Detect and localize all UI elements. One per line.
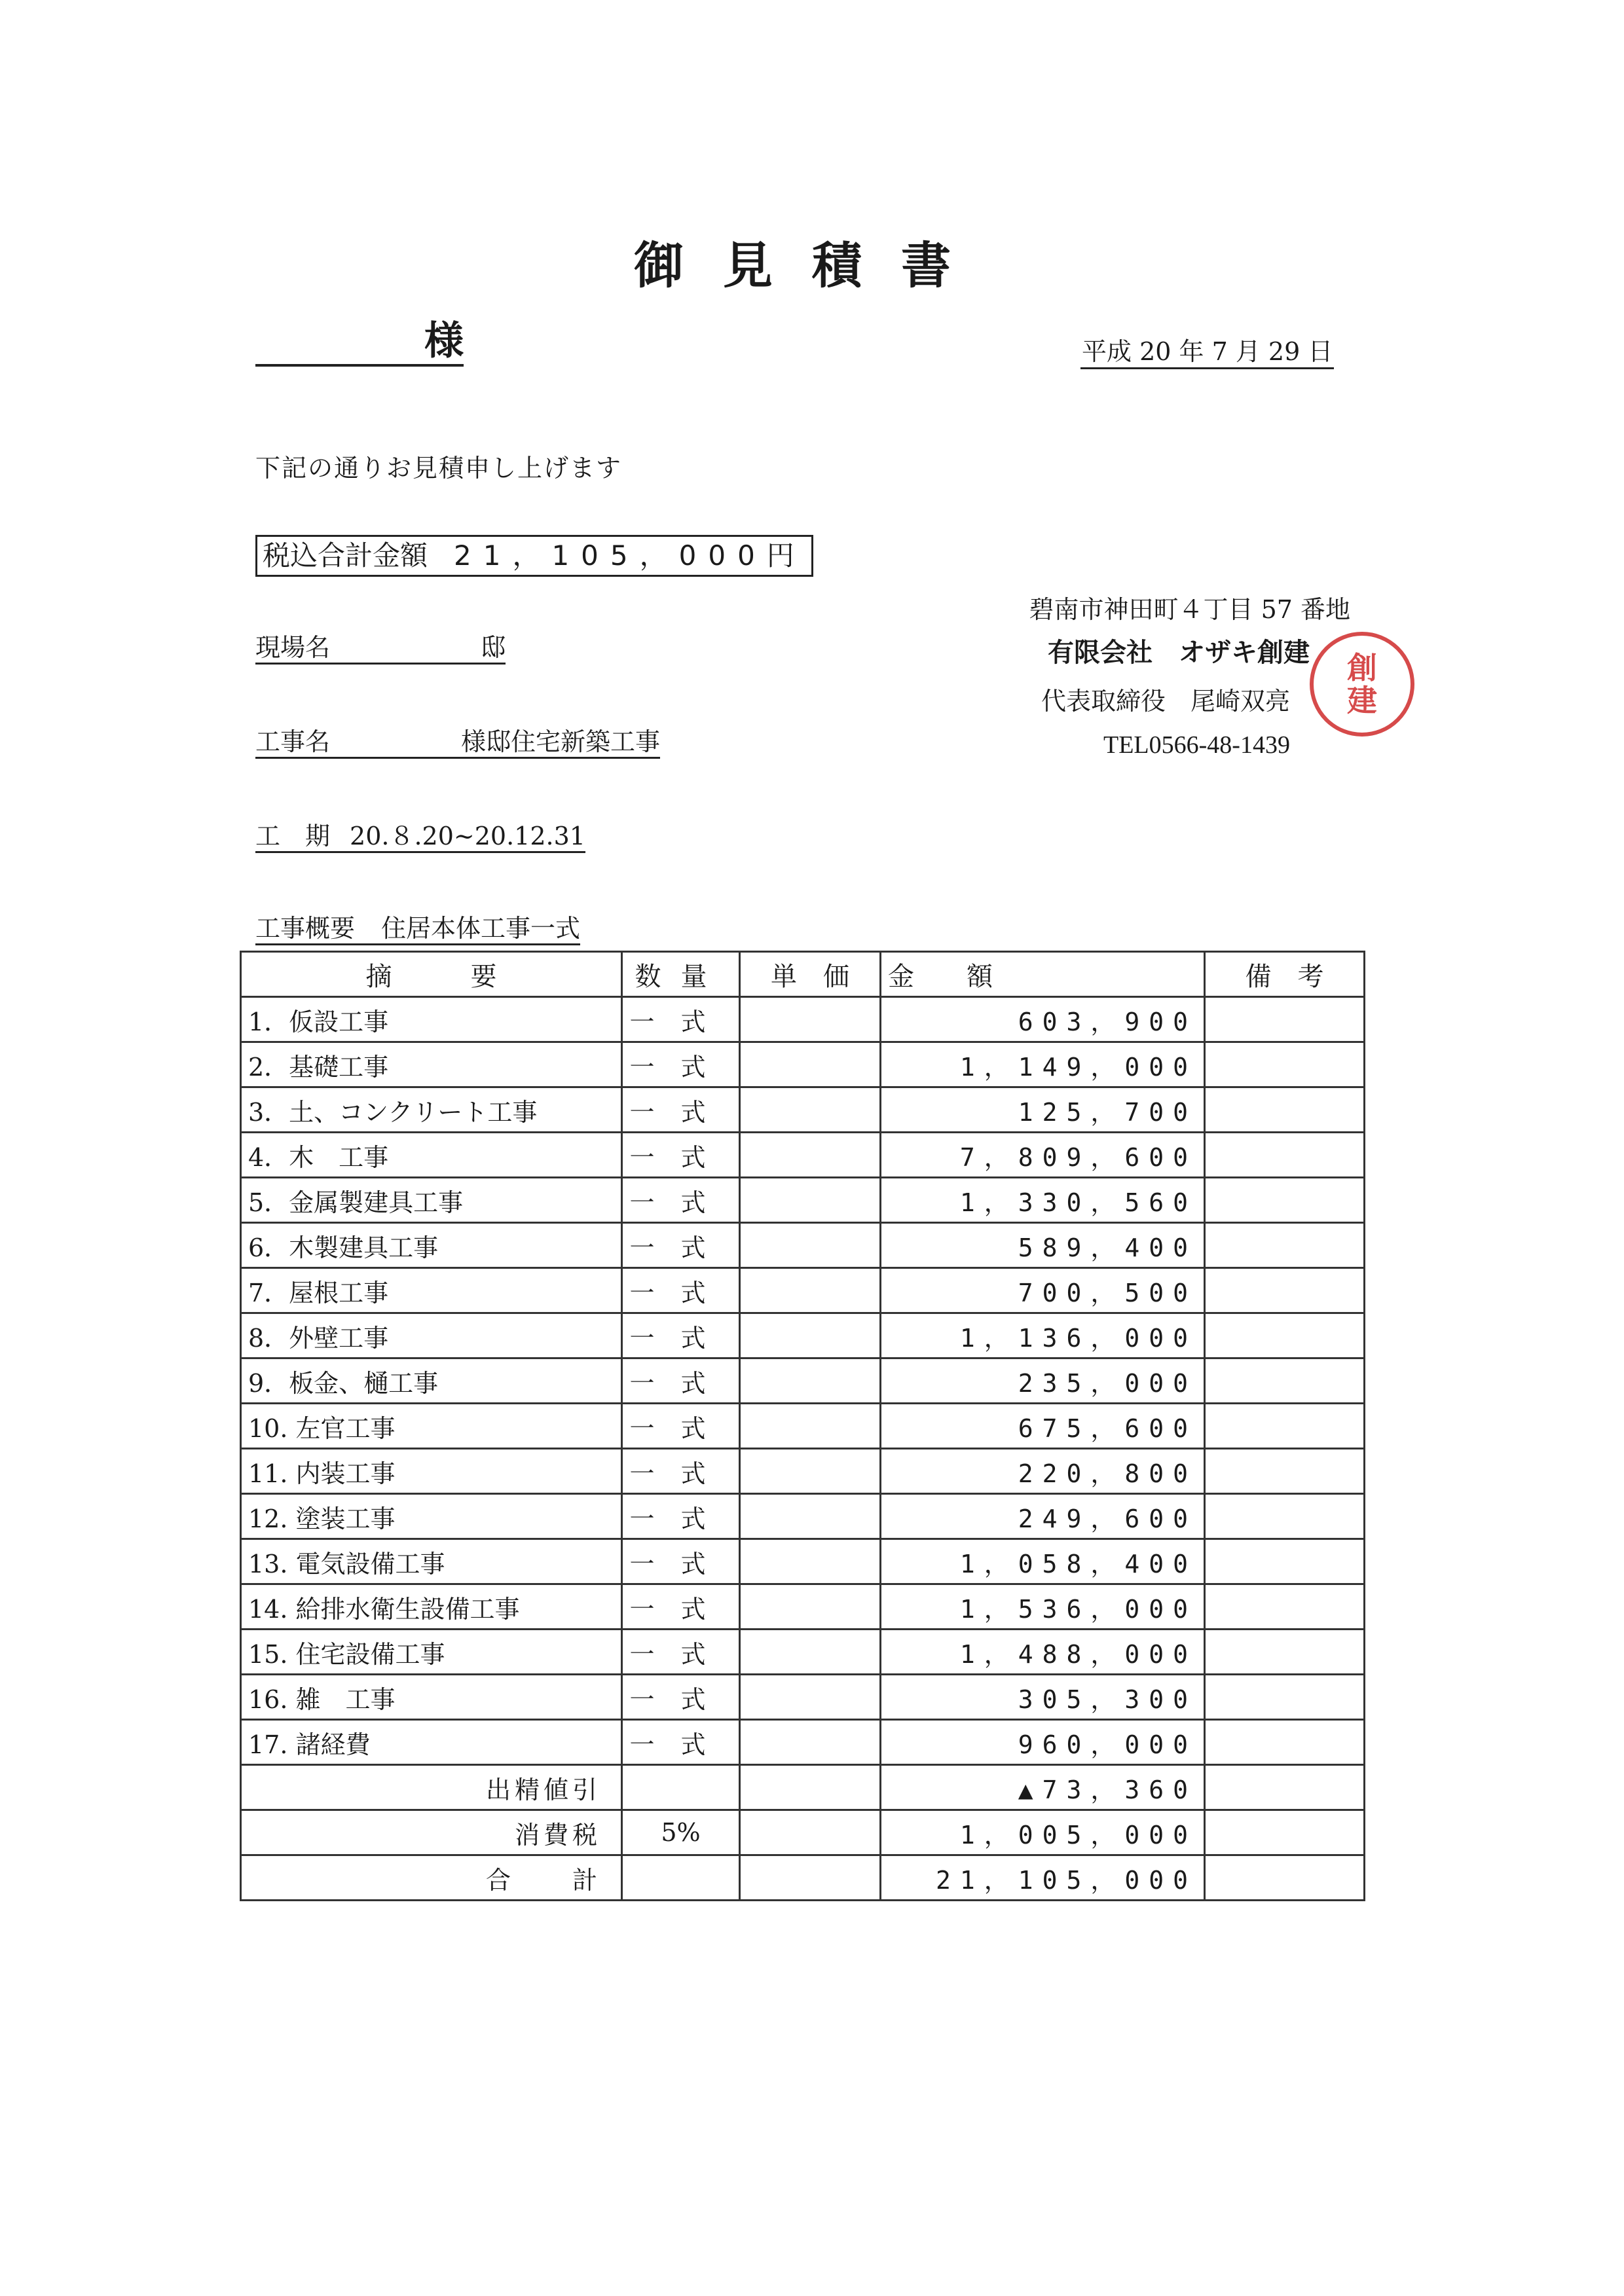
row-remarks	[1205, 1584, 1365, 1630]
row-amount: 1，536，000	[881, 1584, 1205, 1630]
site-name-field	[255, 632, 506, 665]
row-remarks	[1205, 1133, 1365, 1178]
row-unit-price	[740, 1449, 881, 1494]
row-unit-price	[740, 1133, 881, 1178]
row-amount: 960，000	[881, 1720, 1205, 1765]
table-row	[241, 1720, 1365, 1765]
header-desc: 摘 要	[241, 952, 622, 997]
table-row	[241, 1358, 1365, 1404]
summary-remarks	[1205, 1810, 1365, 1855]
table-row	[241, 1584, 1365, 1630]
company-seal-icon: 創 建	[1310, 632, 1414, 737]
row-amount: 7，809，600	[881, 1133, 1205, 1178]
row-amount: 1，136，000	[881, 1313, 1205, 1358]
row-amount: 235，000	[881, 1358, 1205, 1404]
header-unit-price: 単 価	[740, 952, 881, 997]
summary-remarks	[1205, 1855, 1365, 1901]
row-desc: 6．木製建具工事	[241, 1223, 622, 1268]
tax-row	[241, 1810, 1365, 1855]
work-overview-field	[255, 913, 580, 945]
table-row	[241, 1313, 1365, 1358]
row-qty: 一式	[622, 1584, 740, 1630]
table-row	[241, 1087, 1365, 1133]
row-amount: 603，900	[881, 997, 1205, 1042]
row-remarks	[1205, 1539, 1365, 1584]
work-overview-label: 工事概要	[255, 914, 356, 943]
table-row	[241, 1223, 1365, 1268]
work-name-value: 様邸住宅新築工事	[461, 727, 661, 756]
row-qty: 一式	[622, 1720, 740, 1765]
row-qty: 一式	[622, 1133, 740, 1178]
grand-total-row	[241, 1855, 1365, 1901]
recipient-line	[255, 318, 464, 367]
row-amount: 1，330，560	[881, 1178, 1205, 1223]
row-unit-price	[740, 997, 881, 1042]
work-period-field	[255, 821, 585, 853]
recipient-suffix: 様	[424, 318, 464, 364]
row-qty: 一式	[622, 1404, 740, 1449]
table-row	[241, 1133, 1365, 1178]
work-period-value: 20.８.20~20.12.31	[350, 822, 585, 850]
company-name: 有限会社 オザキ創建	[1048, 638, 1310, 668]
row-remarks	[1205, 997, 1365, 1042]
total-amount-value: 21，105，000円	[454, 539, 806, 572]
work-name-label: 工事名	[255, 727, 331, 756]
row-desc: 14. 給排水衛生設備工事	[241, 1584, 622, 1630]
row-unit-price	[740, 1494, 881, 1539]
row-remarks	[1205, 1630, 1365, 1675]
row-amount: 1，149，000	[881, 1042, 1205, 1087]
table-header-row	[241, 952, 1365, 997]
company-tel: TEL0566-48-1439	[1103, 731, 1290, 759]
row-unit-price	[740, 1313, 881, 1358]
total-amount-box	[255, 535, 813, 577]
row-unit-price	[740, 1539, 881, 1584]
row-remarks	[1205, 1494, 1365, 1539]
row-desc: 17. 諸経費	[241, 1720, 622, 1765]
row-amount: 589，400	[881, 1223, 1205, 1268]
row-remarks	[1205, 1223, 1365, 1268]
summary-remarks	[1205, 1765, 1365, 1810]
row-remarks	[1205, 1087, 1365, 1133]
row-qty: 一式	[622, 1268, 740, 1313]
row-remarks	[1205, 1313, 1365, 1358]
work-overview-value: 住居本体工事一式	[381, 914, 581, 943]
table-row	[241, 1178, 1365, 1223]
site-value: 邸	[481, 633, 506, 662]
table-row	[241, 1630, 1365, 1675]
header-amount: 金 額	[881, 952, 1205, 997]
row-qty: 一式	[622, 1494, 740, 1539]
row-qty: 一式	[622, 1358, 740, 1404]
row-unit-price	[740, 1720, 881, 1765]
row-desc: 1．仮設工事	[241, 997, 622, 1042]
row-remarks	[1205, 1675, 1365, 1720]
table-row	[241, 1539, 1365, 1584]
table-row	[241, 1404, 1365, 1449]
row-amount: 1，488，000	[881, 1630, 1205, 1675]
summary-amount: 1，005，000	[881, 1810, 1205, 1855]
table-row	[241, 1494, 1365, 1539]
row-desc: 2．基礎工事	[241, 1042, 622, 1087]
row-remarks	[1205, 1042, 1365, 1087]
table-row	[241, 1675, 1365, 1720]
row-amount: 220，800	[881, 1449, 1205, 1494]
work-period-label: 工 期	[255, 822, 331, 850]
row-desc: 5．金属製建具工事	[241, 1178, 622, 1223]
row-desc: 11. 内装工事	[241, 1449, 622, 1494]
row-desc: 7．屋根工事	[241, 1268, 622, 1313]
row-amount: 675，600	[881, 1404, 1205, 1449]
row-unit-price	[740, 1268, 881, 1313]
issue-date: 平成 20 年 7 月 29 日	[1080, 337, 1334, 369]
work-name-field	[255, 727, 660, 759]
row-qty: 一式	[622, 997, 740, 1042]
row-desc: 3．土、コンクリート工事	[241, 1087, 622, 1133]
header-remarks: 備 考	[1205, 952, 1365, 997]
table-row	[241, 997, 1365, 1042]
row-qty: 一式	[622, 1539, 740, 1584]
row-unit-price	[740, 1087, 881, 1133]
table-row	[241, 1268, 1365, 1313]
summary-unit-price	[740, 1810, 881, 1855]
row-desc: 16. 雑 工事	[241, 1675, 622, 1720]
total-amount-label: 税込合計金額	[263, 539, 428, 572]
summary-label: 合 計	[241, 1855, 622, 1901]
row-qty: 一式	[622, 1675, 740, 1720]
discount-row	[241, 1765, 1365, 1810]
intro-text: 下記の通りお見積申し上げます	[255, 454, 623, 483]
row-amount: 249，600	[881, 1494, 1205, 1539]
row-unit-price	[740, 1042, 881, 1087]
row-qty: 一式	[622, 1313, 740, 1358]
table-row	[241, 1449, 1365, 1494]
row-desc: 9．板金、樋工事	[241, 1358, 622, 1404]
row-unit-price	[740, 1178, 881, 1223]
row-desc: 15. 住宅設備工事	[241, 1630, 622, 1675]
document-title: 御見積書	[634, 236, 990, 295]
summary-qty	[622, 1855, 740, 1901]
summary-unit-price	[740, 1855, 881, 1901]
row-qty: 一式	[622, 1178, 740, 1223]
summary-amount: ▲73，360	[881, 1765, 1205, 1810]
row-qty: 一式	[622, 1630, 740, 1675]
row-amount: 305，300	[881, 1675, 1205, 1720]
row-unit-price	[740, 1223, 881, 1268]
row-qty: 一式	[622, 1042, 740, 1087]
estimate-table	[240, 951, 1365, 1901]
summary-label: 消費税	[241, 1810, 622, 1855]
row-desc: 13. 電気設備工事	[241, 1539, 622, 1584]
row-unit-price	[740, 1630, 881, 1675]
row-remarks	[1205, 1178, 1365, 1223]
row-remarks	[1205, 1449, 1365, 1494]
row-amount: 700，500	[881, 1268, 1205, 1313]
row-desc: 12. 塗装工事	[241, 1494, 622, 1539]
row-remarks	[1205, 1720, 1365, 1765]
summary-label: 出精値引	[241, 1765, 622, 1810]
site-label: 現場名	[255, 633, 331, 662]
row-unit-price	[740, 1584, 881, 1630]
summary-qty: 5%	[622, 1810, 740, 1855]
row-qty: 一式	[622, 1087, 740, 1133]
row-desc: 10. 左官工事	[241, 1404, 622, 1449]
row-amount: 125，700	[881, 1087, 1205, 1133]
company-representative: 代表取締役 尾崎双亮	[1041, 687, 1291, 716]
row-unit-price	[740, 1404, 881, 1449]
row-amount: 1，058，400	[881, 1539, 1205, 1584]
summary-unit-price	[740, 1765, 881, 1810]
row-qty: 一式	[622, 1223, 740, 1268]
row-qty: 一式	[622, 1449, 740, 1494]
summary-qty	[622, 1765, 740, 1810]
row-desc: 4．木 工事	[241, 1133, 622, 1178]
row-unit-price	[740, 1358, 881, 1404]
row-remarks	[1205, 1358, 1365, 1404]
company-address: 碧南市神田町４丁目 57 番地	[1029, 595, 1350, 624]
row-unit-price	[740, 1675, 881, 1720]
summary-amount: 21，105，000	[881, 1855, 1205, 1901]
table-row	[241, 1042, 1365, 1087]
row-remarks	[1205, 1404, 1365, 1449]
row-desc: 8．外壁工事	[241, 1313, 622, 1358]
row-remarks	[1205, 1268, 1365, 1313]
header-qty: 数量	[622, 952, 740, 997]
